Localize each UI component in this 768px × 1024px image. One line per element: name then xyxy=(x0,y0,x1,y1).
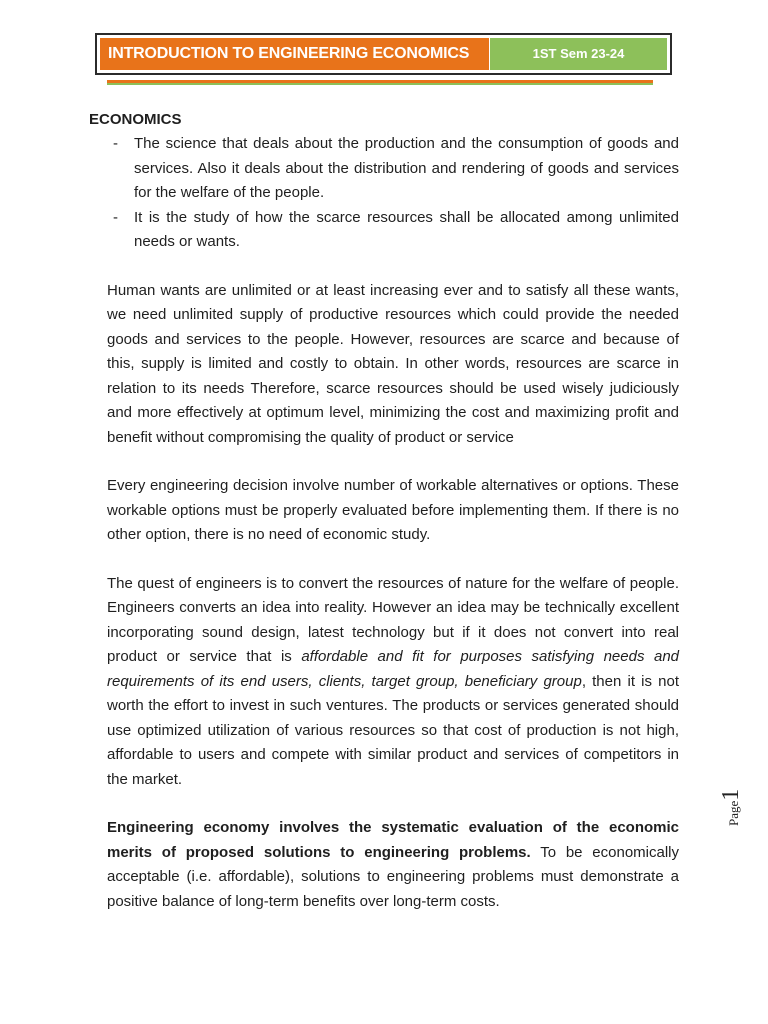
list-item: - The science that deals about the production and the consumption of goods and services. Also it deals about the distribution and rendering of goods and services for the welfare of the people. xyxy=(89,132,679,206)
paragraph-4-bold: Engineering economy involves the systematic evaluation of the economic merits of proposed solutions to engineering problems. xyxy=(107,819,679,861)
paragraph-4-text: To be economically acceptable (i.e. affordable), solutions to engineering problems must demonstrate a positive balance of long-term benefits over long-term costs. xyxy=(107,843,679,910)
list-item: - It is the study of how the scarce resources shall be allocated among unlimited needs or wants. xyxy=(89,206,679,255)
paragraph-3-text: The quest of engineers is to convert the resources of nature for the welfare of people. Engineers converts an idea into reality. However an idea may be technically excellent incorporating sound design, latest technology but if it does not convert into real product or service that is xyxy=(107,574,679,665)
paragraph-4 xyxy=(89,816,679,914)
document-body xyxy=(89,108,679,914)
paragraph-3-text-end: , then it is not worth the effort to invest in such ventures. The products or services generated should use optimized utilization of various resources so that cost of production is not high, affordable to users and compete with similar product and services of competitors in the market. xyxy=(107,672,679,788)
semester-label: 1ST Sem 23-24 xyxy=(490,38,667,70)
document-title: INTRODUCTION TO ENGINEERING ECONOMICS xyxy=(100,38,489,70)
page-label: Page xyxy=(726,800,741,826)
section-heading: ECONOMICS xyxy=(89,111,182,128)
paragraph-2: Every engineering decision involve number of workable alternatives or options. These workable options must be properly evaluated before implementing them. If there is no other option, there is no need of economic study. xyxy=(107,477,679,543)
page-number xyxy=(718,776,748,826)
paragraph-3 xyxy=(89,572,679,793)
paragraph-3-italic: affordable and fit for purposes satisfying needs and requirements of its end users, clients, target group, beneficiary group xyxy=(107,648,679,690)
header-banner xyxy=(95,33,672,75)
paragraph-1: Human wants are unlimited or at least increasing ever and to satisfy all these wants, we need unlimited supply of productive resources which could provide the needed goods and services to the people. However, resources are scarce and because of this, supply is limited and costly to obtain. In other words, resources are scarce in relation to its needs Therefore, scarce resources should be used wisely judiciously and more effectively at optimum level, minimizing the cost and maximizing profit and benefit without compromising the quality of product or service xyxy=(107,281,679,446)
bullet-list xyxy=(89,132,679,255)
header-rule-green xyxy=(107,83,653,85)
page-digit: 1 xyxy=(718,788,744,801)
